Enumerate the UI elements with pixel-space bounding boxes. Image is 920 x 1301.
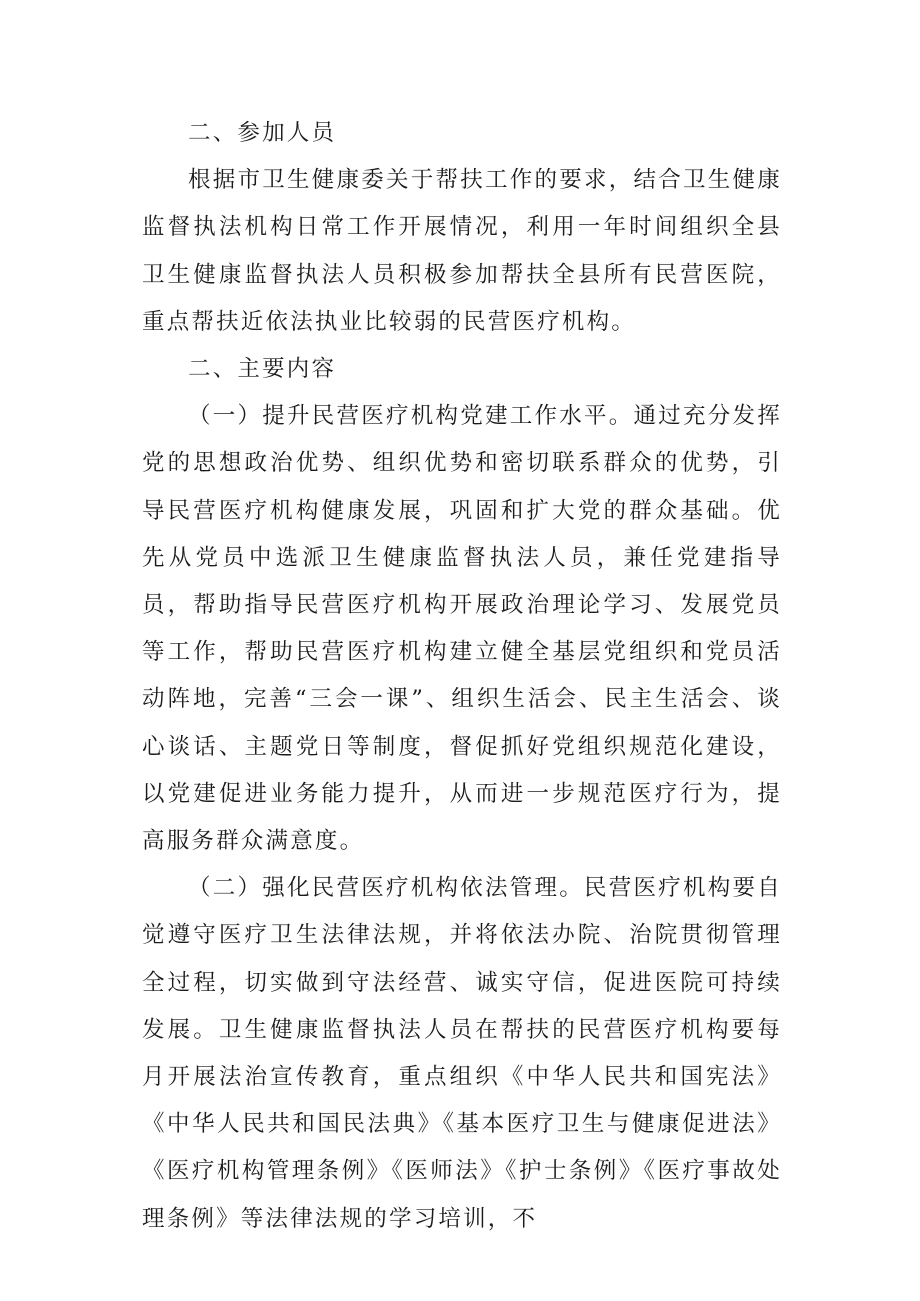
paragraph-party-building: （一）提升民营医疗机构党建工作水平。通过充分发挥党的思想政治优势、组织优势和密切联系群众的优势，引导民营医疗机构健康发展，巩固和扩大党的群众基础。优先从党员中选派卫生健康监督执法人员，兼任党建指导员，帮助指导民营医疗机构开展政治理论学习、发展党员等工作，帮助民营医疗机构建立健全基层党组织和党员活动阵地，完善“三会一课”、组织生活会、民主生活会、谈心谈话、主题党日等制度，督促抓好党组织规范化建设，以党建促进业务能力提升，从而进一步规范医疗行为，提高服务群众满意度。 — [142, 403, 782, 855]
document-body — [142, 110, 782, 1243]
section-heading-participants: 二、参加人员 — [188, 120, 337, 146]
paragraph-participants: 根据市卫生健康委关于帮扶工作的要求，结合卫生健康监督执法机构日常工作开展情况，利用一年时间组织全县卫生健康监督执法人员积极参加帮扶全县所有民营医院，重点帮扶近依法执业比较弱的民营医疗机构。 — [142, 167, 782, 335]
paragraph-legal-management: （二）强化民营医疗机构依法管理。民营医疗机构要自觉遵守医疗卫生法律法规，并将依法办院、治院贯彻管理全过程，切实做到守法经营、诚实守信，促进医院可持续发展。卫生健康监督执法人员在帮扶的民营医疗机构要每月开展法治宣传教育，重点组织《中华人民共和国宪法》《中华人民共和国民法典》《基本医疗卫生与健康促进法》《医疗机构管理条例》《医师法》《护士条例》《医疗事故处理条例》等法律法规的学习培训，不 — [142, 875, 782, 1232]
section-heading-main-content: 二、主要内容 — [188, 356, 337, 383]
